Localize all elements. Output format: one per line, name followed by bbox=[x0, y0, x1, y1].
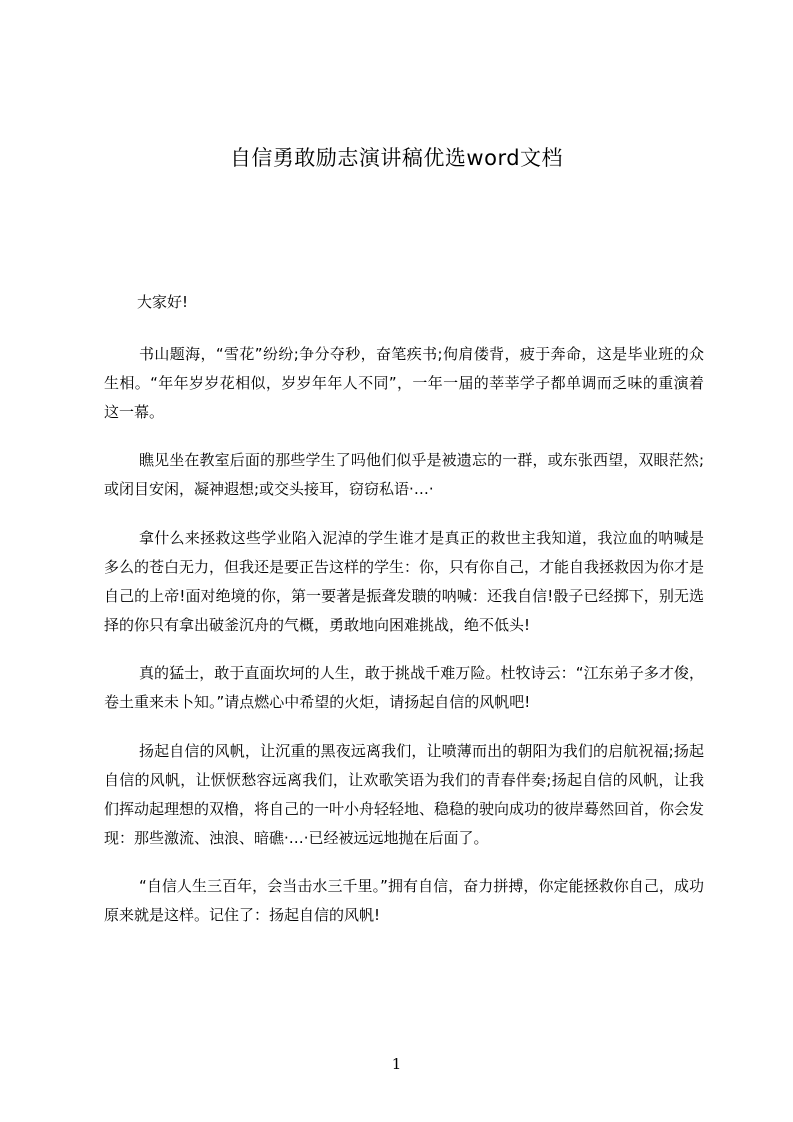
document-title: 自信勇敢励志演讲稿优选word文档 bbox=[229, 146, 564, 170]
greeting: 大家好! bbox=[137, 293, 189, 311]
paragraph: 书山题海，“雪花”纷纷;争分夺秒，奋笔疾书;佝肩偻背，疲于奔命，这是毕业班的众生相。“年年岁岁花相似，岁岁年年人不同”，一年一届的莘莘学子都单调而乏味的重演着这一幕。 bbox=[104, 345, 704, 421]
paragraph: “自信人生三百年，会当击水三千里。”拥有自信，奋力拼搏，你定能拯救你自己，成功原来就是这样。记住了：扬起自信的风帆! bbox=[104, 877, 704, 924]
paragraph: 扬起自信的风帆，让沉重的黑夜远离我们，让喷薄而出的朝阳为我们的启航祝福;扬起自信的风帆，让恹恹愁容远离我们，让欢歌笑语为我们的青春伴奏;扬起自信的风帆，让我们挥动起理想的双橹，将自己的一叶小舟轻轻地、稳稳的驶向成功的彼岸蓦然回首，你会发现：那些激流、浊浪、暗礁·…·已经被远远地抛在后面了。 bbox=[104, 742, 705, 847]
page-number: 1 bbox=[391, 1055, 402, 1073]
paragraph: 瞧见坐在教室后面的那些学生了吗他们似乎是被遗忘的一群，或东张西望，双眼茫然;或闭目安闲，凝神遐想;或交头接耳，窃窃私语·…· bbox=[104, 451, 704, 498]
paragraph: 拿什么来拯救这些学业陷入泥淖的学生谁才是真正的救世主我知道，我泣血的呐喊是多么的苍白无力，但我还是要正告这样的学生：你，只有你自己，才能自我拯救因为你才是自己的上帝!面对绝境的你，第一要著是振聋发聩的呐喊：还我自信!骰子已经掷下，别无选择的你只有拿出破釜沉舟的气概，勇敢地向困难挑战，绝不低头! bbox=[104, 529, 705, 634]
paragraph: 真的猛士，敢于直面坎坷的人生，敢于挑战千难万险。杜牧诗云：“江东弟子多才俊，卷土重来未卜知。”请点燃心中希望的火炬，请扬起自信的风帆吧! bbox=[104, 664, 704, 711]
